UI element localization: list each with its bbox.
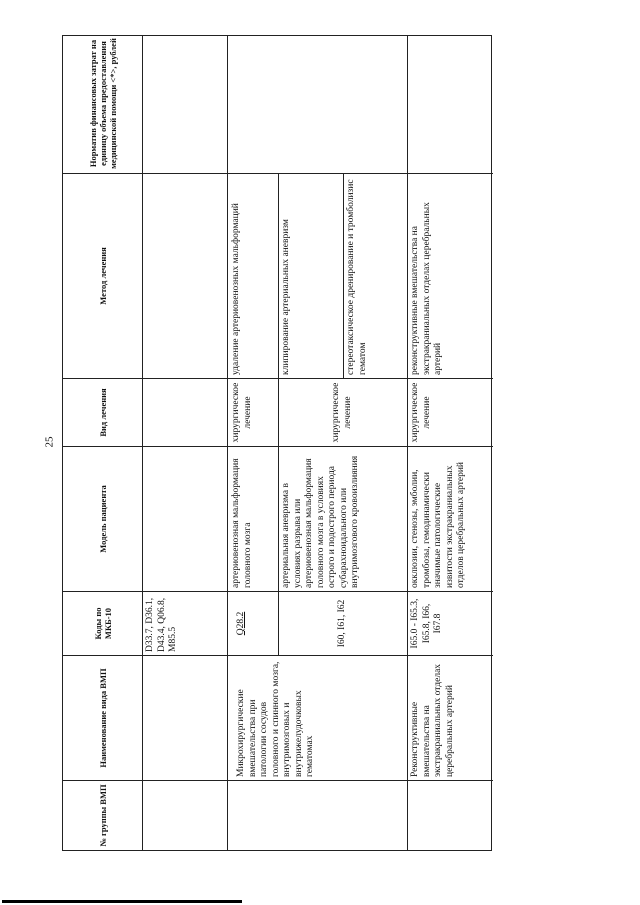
table-row	[408, 36, 493, 850]
bottom-edge-line	[2, 900, 242, 903]
cell-treatment-type: хирургическое лечение	[408, 378, 493, 446]
header-treatment-type: Вид лечения	[63, 378, 142, 446]
cell-vmp-name	[143, 655, 227, 780]
cell-patient-model	[228, 446, 407, 591]
patient-avm: артериовенозная мальформация головного мозга	[231, 458, 253, 588]
cell-vmp-name: Микрохирургические вмешательства при патологии сосудов головного и спинного мозга, внутримозговых и внутрижелудочковых гематомах	[228, 655, 407, 780]
vmp-table	[62, 35, 492, 851]
cell-treatment-method	[143, 173, 227, 378]
header-icd-codes: Коды по МКБ-10	[63, 591, 142, 655]
cell-group-no	[408, 780, 493, 850]
type-surgical-b: хирургическое лечение	[331, 382, 353, 443]
cell-cost-norm	[143, 34, 227, 173]
page-number: 25	[43, 436, 56, 448]
header-treatment-method: Метод лечения	[63, 173, 142, 378]
cell-treatment-method	[228, 173, 407, 378]
cell-icd-codes	[228, 591, 407, 655]
table-header-row	[63, 36, 143, 850]
cell-treatment-method: реконструктивные вмешательства на экстракраниальных отделах церебральных артерий	[408, 173, 493, 378]
cell-vmp-name: Реконструктивные вмешательства на экстракраниальных отделах церебральных артерий	[408, 655, 493, 780]
cell-patient-model	[143, 446, 227, 591]
header-patient-model: Модель пациента	[63, 446, 142, 591]
cell-icd-codes: I65.0 - I65.3, I65.8, I66, I67.8	[408, 591, 493, 655]
type-surgical-a: хирургическое лечение	[231, 382, 253, 443]
cell-icd-codes: D33.7, D36.1, D43.4, Q06.8, M85.5	[143, 591, 227, 655]
method-stereotaxic: стереотаксическое дренирование и тромболизис гематом	[346, 179, 368, 375]
header-vmp-name: Наименование вида ВМП	[63, 655, 142, 780]
icd-q28: Q28.2	[236, 611, 246, 636]
cell-treatment-type	[228, 378, 407, 446]
cell-group-no	[228, 780, 407, 850]
table-wrapper	[62, 35, 492, 851]
method-avm-removal: удаление артериовенозных мальформаций	[231, 203, 241, 375]
patient-aneurysm: артериальная аневризма в условиях разрыва или артериовенозная мальформация головного мозга в условиях острого и подострого периода субарахноидального или внутримозгового кровоизлияния	[281, 455, 360, 588]
method-clipping: клипирование артериальных аневризм	[281, 219, 291, 375]
cell-patient-model: окклюзии, стенозы, эмболии, тромбозы, гемодинамически значимые патологические извитости экстракраниальных отделов церебральных артерий	[408, 446, 493, 591]
cell-group-no	[143, 780, 227, 850]
cell-cost-norm	[408, 34, 493, 173]
header-group-no: № группы ВМП	[63, 780, 142, 850]
icd-i60-i62: I60, I61, I62	[336, 599, 347, 648]
table-row	[228, 36, 408, 850]
cell-cost-norm	[228, 34, 407, 173]
header-cost-norm: Норматив финансовых затрат на единицу объема предоставления медицинской помощи <*>, рублей	[87, 38, 118, 169]
cell-treatment-type	[143, 378, 227, 446]
table-row	[143, 36, 228, 850]
